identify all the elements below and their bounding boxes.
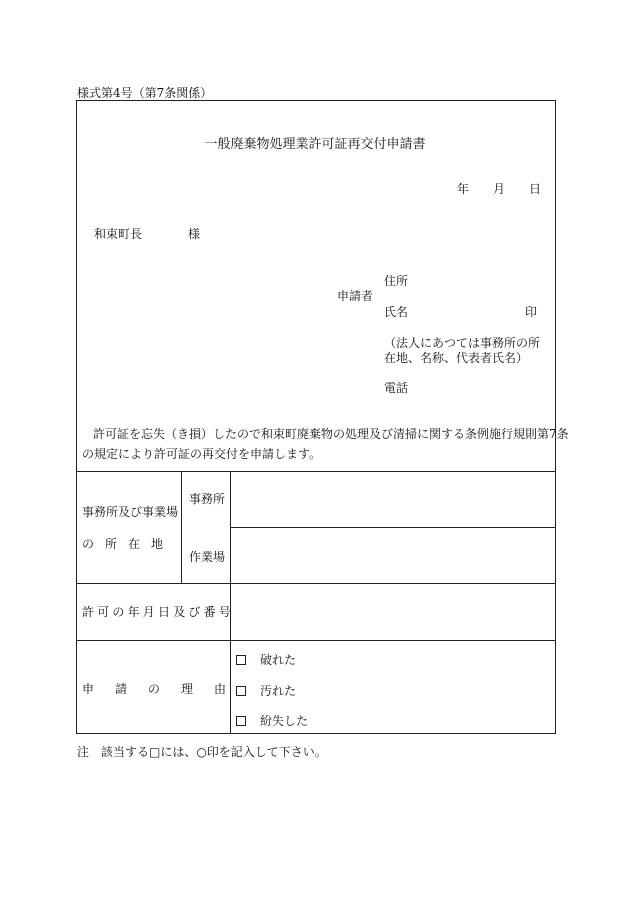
corporate-note-line2: 在地、名称、代表者氏名） bbox=[384, 351, 529, 365]
phone-label: 電話 bbox=[384, 381, 409, 395]
form-frame bbox=[76, 100, 556, 734]
reason-option-label: 紛失した bbox=[260, 714, 309, 728]
corporate-note-line1: （法人にあつては事務所の所 bbox=[384, 336, 541, 350]
footnote: 注 該当する□には、○印を記入して下さい。 bbox=[77, 745, 327, 759]
table-office-site-divider bbox=[230, 527, 556, 528]
addressee-name: 和束町長 bbox=[94, 227, 143, 241]
reason-label: 申請の理由 bbox=[82, 682, 248, 696]
reason-option-torn[interactable] bbox=[236, 651, 296, 668]
statement-line2: の規定により許可証の再交付を申請します。 bbox=[82, 447, 322, 461]
reason-option-dirty[interactable] bbox=[236, 682, 296, 699]
permit-date-number-label: 許可の年月日及び番号 bbox=[82, 605, 235, 619]
table-col-divider-1 bbox=[181, 471, 182, 583]
name-label: 氏名 bbox=[384, 305, 409, 319]
table-row-divider-2 bbox=[76, 640, 556, 641]
location-label-line2: の所在地 bbox=[82, 537, 175, 551]
work-site-label: 作業場 bbox=[189, 550, 226, 564]
checkbox-icon[interactable] bbox=[236, 716, 246, 726]
reason-option-lost[interactable] bbox=[236, 712, 308, 729]
checkbox-icon[interactable] bbox=[236, 655, 246, 665]
addressee-suffix: 様 bbox=[188, 227, 201, 241]
table-top-border bbox=[76, 471, 556, 472]
checkbox-icon[interactable] bbox=[236, 686, 246, 696]
seal-label: 印 bbox=[525, 305, 538, 319]
date-month-label: 月 bbox=[493, 182, 506, 196]
document-title: 一般廃棄物処理業許可証再交付申請書 bbox=[204, 137, 426, 152]
office-label: 事務所 bbox=[189, 492, 226, 506]
date-day-label: 日 bbox=[529, 182, 542, 196]
reason-option-label: 破れた bbox=[260, 653, 297, 667]
applicant-label: 申請者 bbox=[337, 289, 374, 303]
date-year-label: 年 bbox=[457, 182, 470, 196]
reason-option-label: 汚れた bbox=[260, 684, 297, 698]
statement-line1: 許可証を忘失（き損）したので和束町廃棄物の処理及び清掃に関する条例施行規則第7条 bbox=[93, 427, 569, 441]
location-label-line1: 事務所及び事業場 bbox=[82, 505, 179, 519]
table-row-divider-1 bbox=[76, 583, 556, 584]
address-label: 住所 bbox=[384, 274, 409, 288]
form-number-label: 様式第4号（第7条関係） bbox=[77, 86, 213, 100]
